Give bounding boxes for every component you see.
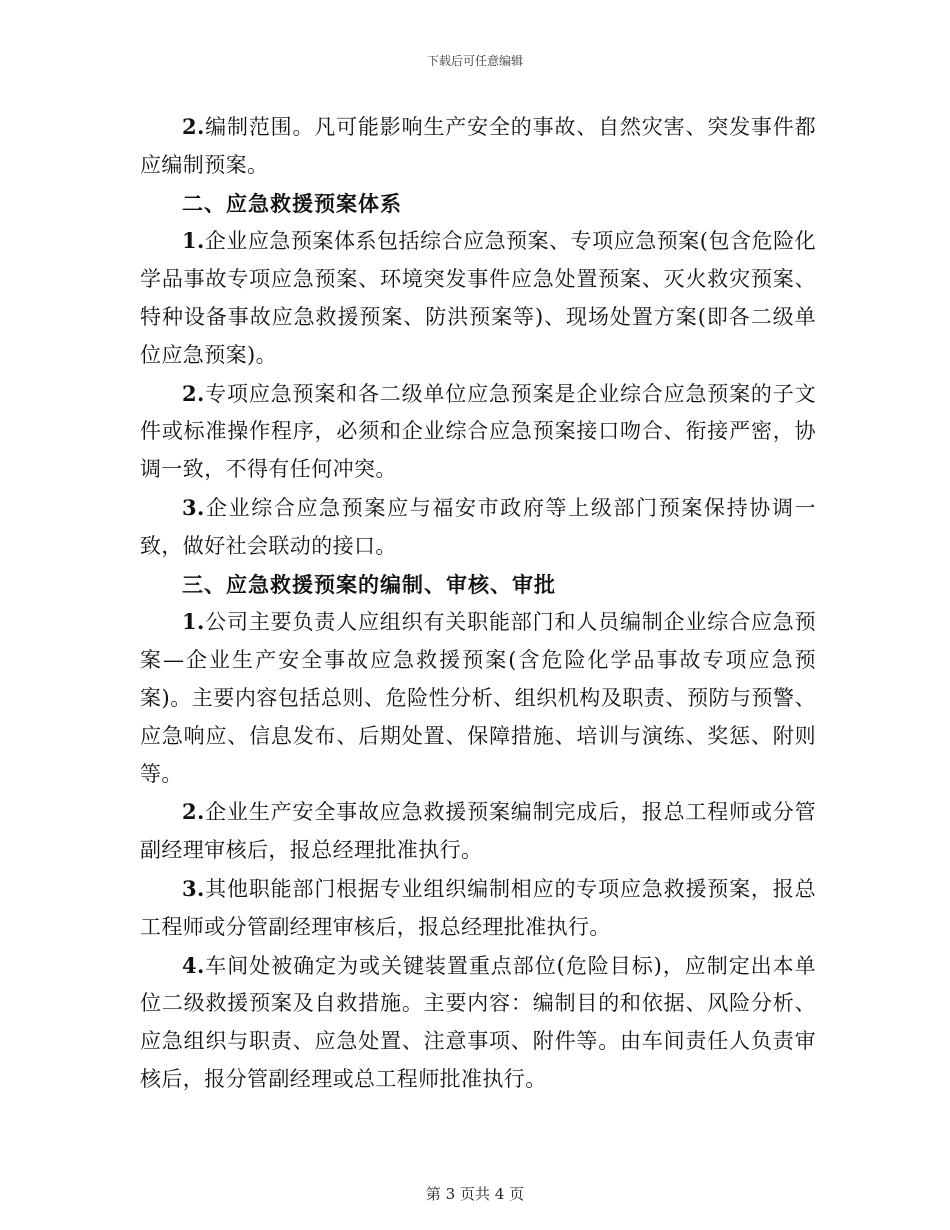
document-body: [140, 108, 816, 1099]
paragraph-system-2: [140, 375, 816, 489]
item-number: 2.: [182, 114, 205, 139]
section-heading-approval: 三、应急救援预案的编制、审核、审批: [182, 571, 556, 597]
paragraph-text: 公司主要负责人应组织有关职能部门和人员编制企业综合应急预案—企业生产安全事故应急救援预案(含危险化学品事故专项应急预案)。主要内容包括总则、危险性分析、组织机构及职责、预防与预警、应急响应、信息发布、后期处置、保障措施、培训与演练、奖惩、附则等。: [140, 610, 816, 786]
paragraph-text: 专项应急预案和各二级单位应急预案是企业综合应急预案的子文件或标准操作程序，必须和企业综合应急预案接口吻合、衔接严密，协调一致，不得有任何冲突。: [140, 381, 816, 482]
item-number: 1.: [182, 228, 205, 254]
paragraph-text: 其他职能部门根据专业组织编制相应的专项应急救援预案，报总工程师或分管副经理审核后，报总经理批准执行。: [140, 876, 816, 939]
paragraph-approval-4: [140, 947, 816, 1099]
paragraph-scope: [140, 108, 816, 185]
section-heading-system: 二、应急救援预案体系: [182, 190, 402, 216]
paragraph-system-3: [140, 489, 816, 566]
item-number: 2.: [182, 380, 205, 406]
page-header: 下载后可任意编辑: [426, 54, 523, 68]
paragraph-text: 编制范围。凡可能影响生产安全的事故、自然灾害、突发事件都应编制预案。: [140, 115, 816, 177]
paragraph-text: 企业应急预案体系包括综合应急预案、专项应急预案(包含危险化学品事故专项应急预案、环境突发事件应急处置预案、灭火救灾预案、特种设备事故应急救援预案、防洪预案等)、现场处置方案(即各二级单位应急预案)。: [140, 229, 816, 367]
paragraph-approval-1: [140, 603, 816, 793]
paragraph-text: 企业综合应急预案应与福安市政府等上级部门预案保持协调一致，做好社会联动的接口。: [140, 495, 816, 558]
item-number: 4.: [182, 952, 205, 978]
paragraph-text: 企业生产安全事故应急救援预案编制完成后，报总工程师或分管副经理审核后，报总经理批准执行。: [140, 800, 816, 863]
paragraph-approval-2: [140, 793, 816, 870]
paragraph-system-1: [140, 222, 816, 374]
item-number: 3.: [182, 875, 205, 901]
paragraph-approval-3: [140, 870, 816, 947]
item-number: 1.: [182, 609, 205, 635]
item-number: 3.: [182, 494, 205, 520]
page-footer: 第 3 页共 4 页: [425, 1185, 525, 1203]
paragraph-text: 车间处被确定为或关键装置重点部位(危险目标)，应制定出本单位二级救援预案及自救措施。主要内容：编制目的和依据、风险分析、应急组织与职责、应急处置、注意事项、附件等。由车间责任人负责审核后，报分管副经理或总工程师批准执行。: [140, 953, 816, 1091]
item-number: 2.: [182, 799, 205, 825]
